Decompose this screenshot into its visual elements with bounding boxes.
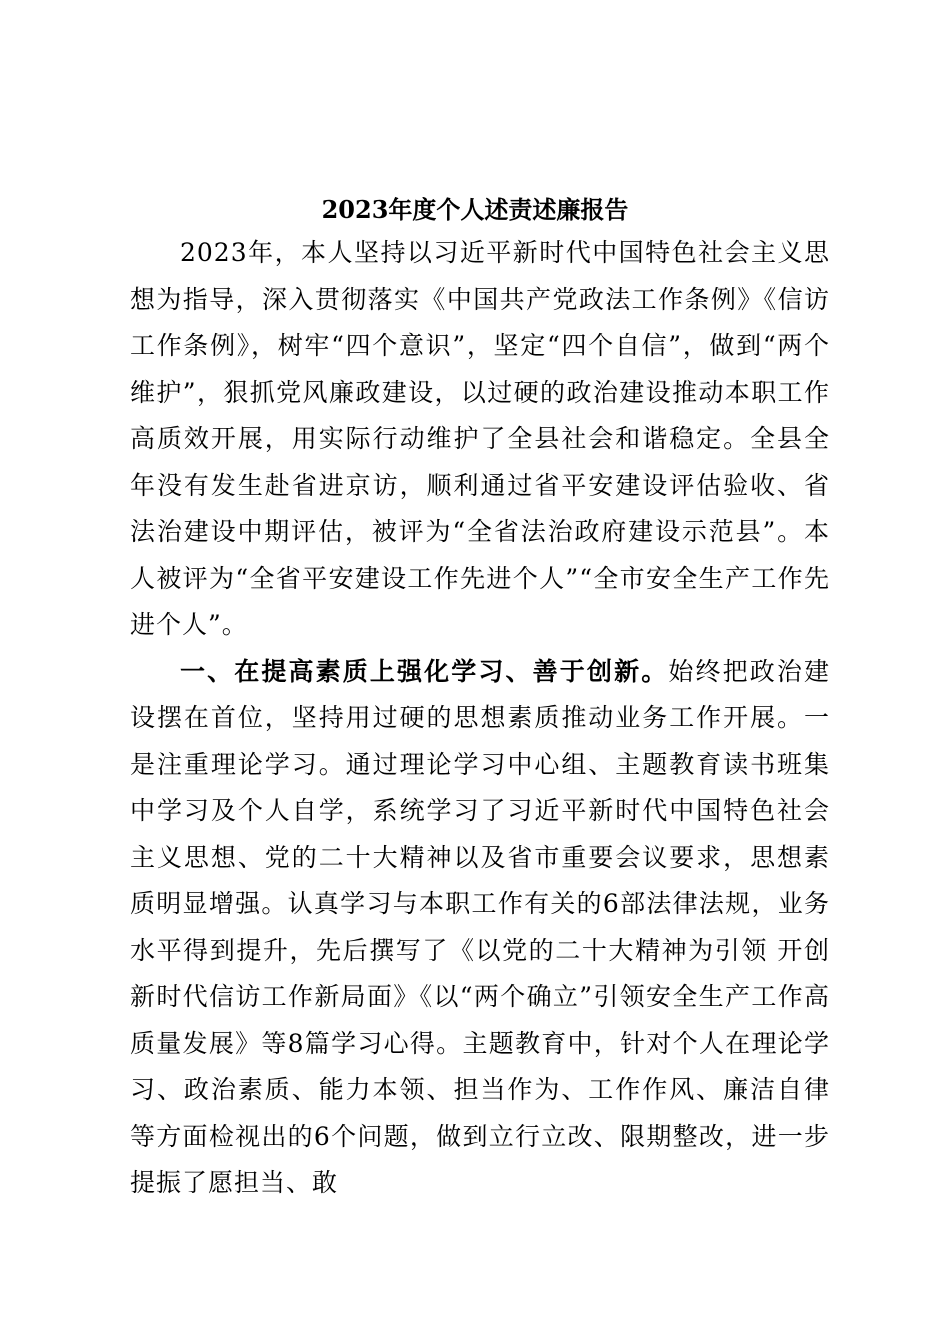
document-body (130, 230, 830, 1207)
section-1-text: 始终把政治建设摆在首位，坚持用过硬的思想素质推动业务工作开展。一是注重理论学习。通过理论学习中心组、主题教育读书班集中学习及个人自学，系统学习了习近平新时代中国特色社会主义思想、党的二十大精神以及省市重要会议要求，思想素质明显增强。认真学习与本职工作有关的6部法律法规，业务水平得到提升，先后撰写了《以党的二十大精神为引领 开创新时代信访工作新局面》《以“两个确立”引领安全生产工作高质量发展》等8篇学习心得。主题教育中，针对个人在理论学习、政治素质、能力本领、担当作为、工作作风、廉洁自律等方面检视出的6个问题，做到立行立改、限期整改，进一步提振了愿担当、敢 (130, 656, 830, 1197)
document-title: 2023年度个人述责述廉报告 (321, 195, 629, 224)
section-1-paragraph (130, 649, 830, 1207)
section-1-heading: 一、在提高素质上强化学习、善于创新。 (180, 656, 669, 686)
intro-paragraph (130, 230, 830, 649)
intro-paragraph-text: 2023年，本人坚持以习近平新时代中国特色社会主义思想为指导，深入贯彻落实《中国共产党政法工作条例》《信访工作条例》，树牢“四个意识”，坚定“四个自信”，做到“两个维护”，狠抓党风廉政建设，以过硬的政治建设推动本职工作高质效开展，用实际行动维护了全县社会和谐稳定。全县全年没有发生赴省进京访，顺利通过省平安建设评估验收、省法治建设中期评估，被评为“全省法治政府建设示范县”。本人被评为“全省平安建设工作先进个人”“全市安全生产工作先进个人”。 (130, 238, 830, 639)
